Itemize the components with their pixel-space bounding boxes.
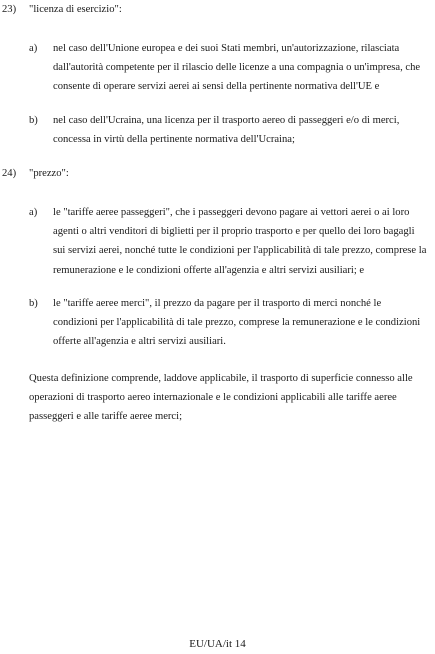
text-line: concessa in virtù della pertinente normativa dell'Ucraina; (53, 134, 295, 146)
text-line: nel caso dell'Ucraina, una licenza per il trasporto aereo di passeggeri e/o di merci, (53, 115, 400, 126)
item-letter: b) (29, 115, 38, 126)
item-text (53, 294, 435, 352)
text-line: agenti o altri venditori di biglietti per il proprio trasporto e per quello dei loro bagagli (53, 226, 415, 238)
item-text (53, 203, 435, 280)
page-footer: EU/UA/it 14 (189, 638, 246, 650)
text-line: passeggeri e alle tariffe aeree merci; (29, 411, 183, 423)
closing-paragraph (29, 369, 435, 427)
text-line: sui servizi aerei, nonché tutte le condizioni per l'applicabilità di tale prezzo, comprese la (53, 245, 427, 257)
definition-term: "prezzo": (29, 168, 69, 179)
definition-term: "licenza di esercizio": (29, 4, 122, 15)
definition-number: 24) (2, 168, 17, 179)
text-line: offerte all'agenzia e altri servizi ausiliari. (53, 336, 226, 348)
item-text (53, 111, 435, 149)
text-line: consente di operare servizi aerei ai sensi della pertinente normativa dell'UE e (53, 81, 380, 93)
text-line: le "tariffe aeree merci", il prezzo da pagare per il trasporto di merci nonché le (53, 298, 382, 309)
text-line: dall'autorità competente per il rilascio delle licenze a una compagnia o un'impresa, che (53, 62, 421, 74)
text-line: nel caso dell'Unione europea e dei suoi Stati membri, un'autorizzazione, rilasciata (53, 43, 400, 54)
text-line: condizioni per l'applicabilità di tale prezzo, comprese la remunerazione e le condizioni (53, 317, 421, 329)
item-text (53, 39, 435, 97)
definition-number: 23) (2, 4, 17, 15)
text-line: Questa definizione comprende, laddove applicabile, il trasporto di superficie connesso alle (29, 373, 413, 384)
item-letter: a) (29, 43, 38, 54)
item-letter: a) (29, 207, 38, 218)
text-line: remunerazione e le condizioni offerte all'agenzia e altri servizi ausiliari; e (53, 264, 365, 276)
text-line: operazioni di trasporto aereo internazionale e le condizioni applicabili alle tariffe aeree (29, 392, 397, 404)
text-line: le "tariffe aeree passeggeri", che i passeggeri devono pagare ai vettori aerei o ai loro (53, 207, 410, 218)
item-letter: b) (29, 298, 38, 309)
